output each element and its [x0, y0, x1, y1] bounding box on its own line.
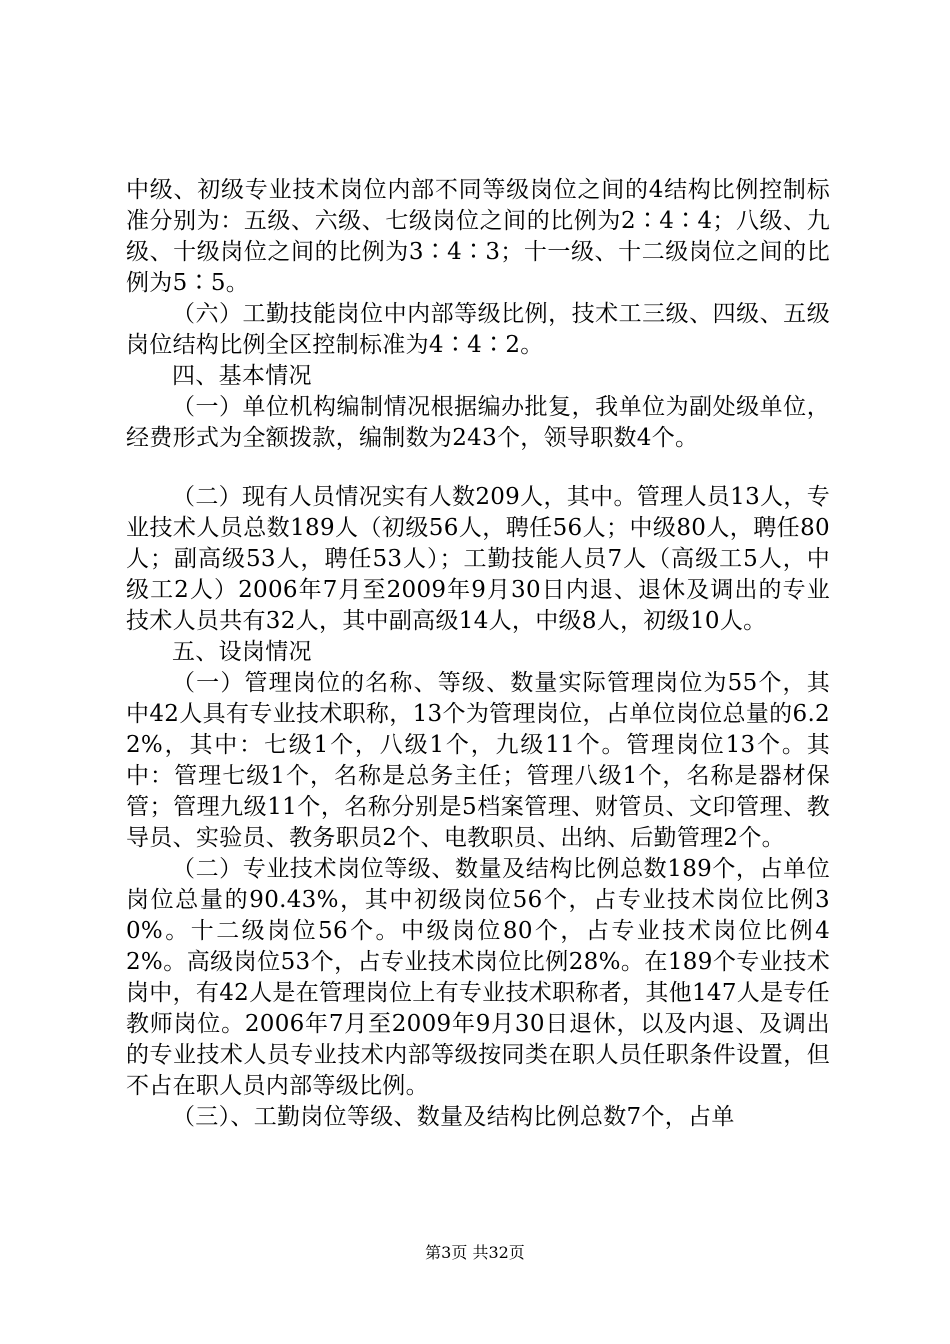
heading-basic-situation: 四、基本情况 — [172, 363, 312, 389]
paragraph-worker-ratio: （六）工勤技能岗位中内部等级比例，技术工三级、四级、五级岗位结构比例全区控制标准为4∶4∶2。 — [126, 301, 830, 358]
paragraph-ratio-standards: 中级、初级专业技术岗位内部不同等级岗位之间的4结构比例控制标准分别为：五级、六级、七级岗位之间的比例为2∶4∶4；八级、九级、十级岗位之间的比例为3∶4∶3；十一级、十二级岗位之间的比例为5∶5。 — [126, 177, 830, 296]
paragraph-technical-posts: （二）专业技术岗位等级、数量及结构比例总数189个，占单位岗位总量的90.43%，其中初级岗位56个，占专业技术岗位比例30%。十二级岗位56个。中级岗位80个，占专业技术岗位比例42%。高级岗位53个，占专业技术岗位比例28%。在189个专业技术岗中，有42人是在管理岗位上有专业技术职称者，其他147人是专任教师岗位。2006年7月至2009年9月30日退休，以及内退、及调出的专业技术人员专业技术内部等级按同类在职人员任职条件设置，但不占在职人员内部等级比例。 — [126, 856, 830, 1099]
paragraph-current-personnel: （二）现有人员情况实有人数209人，其中。管理人员13人，专业技术人员总数189人（初级56人，聘任56人；中级80人，聘任80人；副高级53人，聘任53人）；工勤技能人员7人（高级工5人，中级工2人）2006年7月至2009年9月30日内退、退休及调出的专业技术人员共有32人，其中副高级14人，中级8人，初级10人。 — [126, 484, 830, 634]
page-number-footer: 第3页 共32页 — [425, 1243, 525, 1262]
paragraph-unit-staffing: （一）单位机构编制情况根据编办批复，我单位为副处级单位，经费形式为全额拨款，编制数为243个，领导职数4个。 — [126, 394, 830, 451]
document-body — [126, 175, 830, 1133]
paragraph-management-posts: （一）管理岗位的名称、等级、数量实际管理岗位为55个，其中42人具有专业技术职称，13个为管理岗位，占单位岗位总量的6.22%，其中：七级1个，八级1个，九级11个。管理岗位13个。其中：管理七级1个，名称是总务主任；管理八级1个，名称是器材保管；管理九级11个，名称分别是5档案管理、财管员、文印管理、教导员、实验员、教务职员2个、电教职员、出纳、后勤管理2个。 — [126, 670, 830, 851]
paragraph-worker-posts: （三）、工勤岗位等级、数量及结构比例总数7个，占单 — [172, 1104, 735, 1130]
heading-post-setup: 五、设岗情况 — [172, 639, 312, 665]
